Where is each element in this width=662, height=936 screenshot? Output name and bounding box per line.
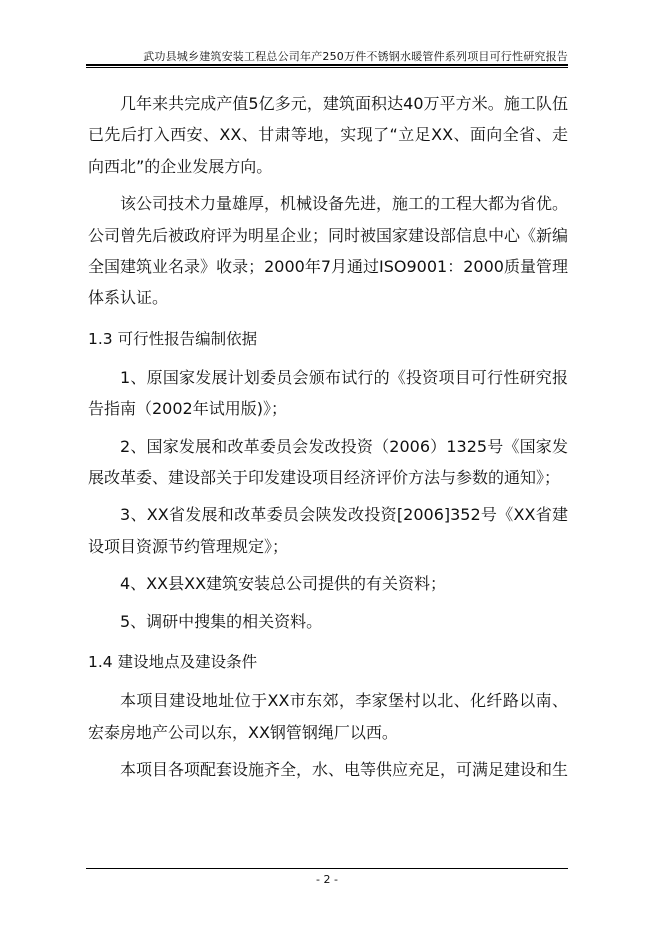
page-number: - 2 -	[316, 873, 338, 886]
document-body	[88, 88, 568, 785]
paragraph-site-conditions: 本项目各项配套设施齐全，水、电等供应充足，可满足建设和生	[120, 759, 569, 779]
paragraph-output-summary: 几年来共完成产值5亿多元，建筑面积达40万平方米。施工队伍已先后打入西安、XX、甘肃等地，实现了“立足XX、面向全省、走向西北”的企业发展方向。	[88, 94, 568, 176]
list-item: 3、XX省发展和改革委员会陕发改投资[2006]352号《XX省建设项目资源节约管理规定》；	[88, 505, 568, 556]
list-item: 1、原国家发展计划委员会颁布试行的《投资项目可行性研究报告指南（2002年试用版)》；	[88, 367, 568, 419]
list-item: 5、调研中搜集的相关资料。	[120, 611, 323, 631]
section-heading-1-4: 1.4 建设地点及建设条件	[88, 653, 258, 672]
list-item: 2、国家发展和改革委员会发改投资（2006）1325号《国家发展改革委、建设部关于印发建设项目经济评价方法与参数的通知》；	[88, 436, 568, 488]
header-rule-thin	[86, 67, 568, 68]
running-header: 武功县城乡建筑安装工程总公司年产250万件不锈钢水暖管件系列项目可行性研究报告	[143, 50, 568, 63]
header-rule-thick	[86, 64, 568, 66]
paragraph-site-location: 本项目建设地址位于XX市东郊，李家堡村以北、化纤路以南、宏泰房地产公司以东，XX钢管钢绳厂以西。	[88, 691, 568, 742]
footer-rule	[86, 868, 568, 869]
list-item: 4、XX县XX建筑安装总公司提供的有关资料；	[120, 574, 447, 594]
section-heading-1-3: 1.3 可行性报告编制依据	[88, 329, 258, 348]
paragraph-company-strength: 该公司技术力量雄厚，机械设备先进，施工的工程大都为省优。公司曾先后被政府评为明星企业；同时被国家建设部信息中心《新编全国建筑业名录》收录；2000年7月通过ISO9001：2000质量管理体系认证。	[88, 194, 569, 308]
